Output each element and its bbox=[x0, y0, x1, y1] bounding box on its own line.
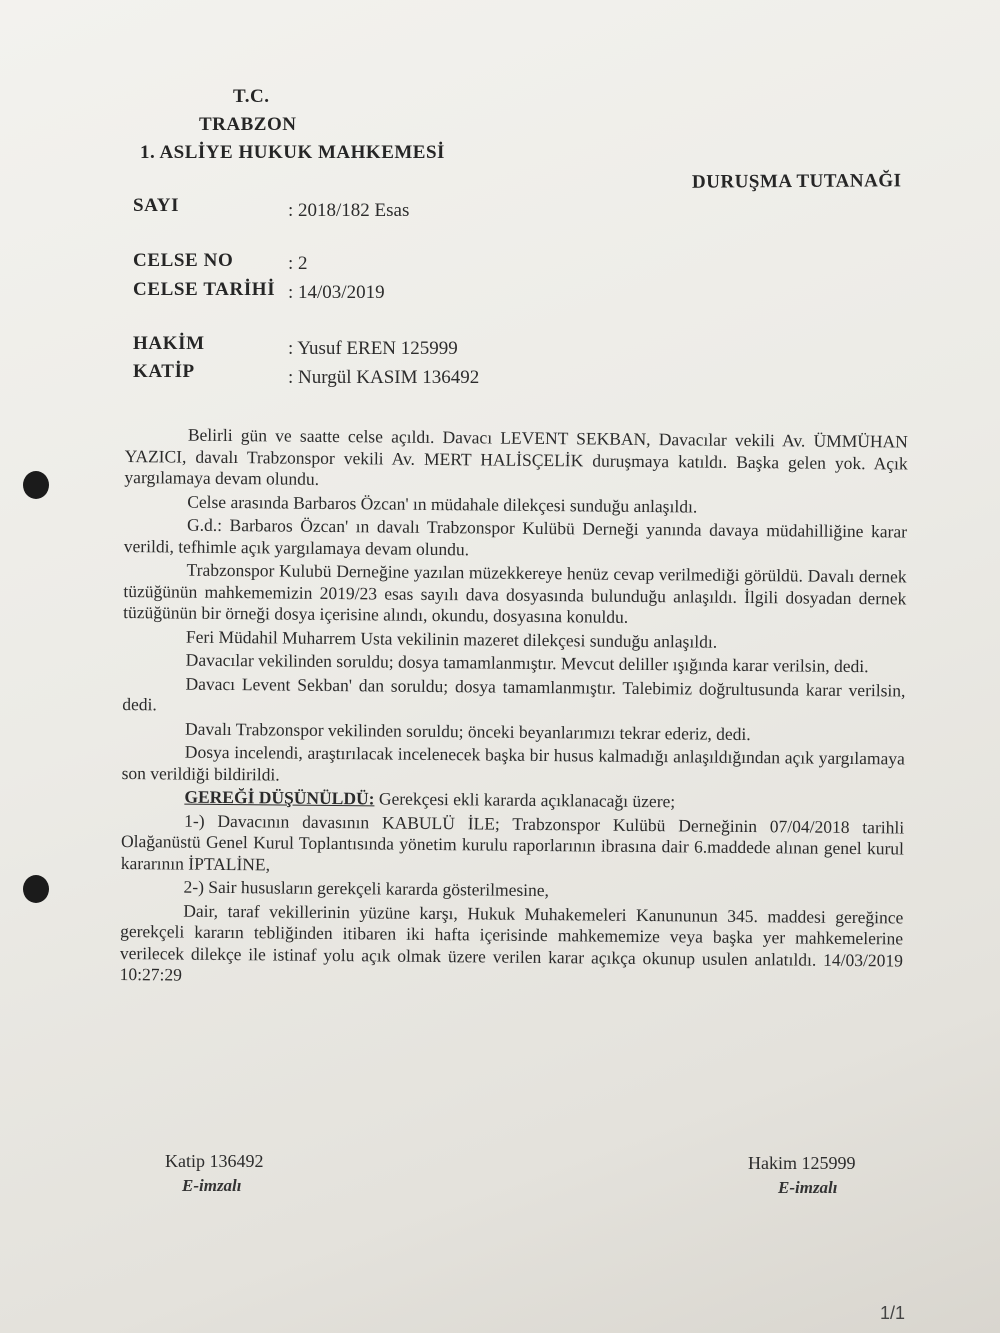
paragraph-association-statute: Trabzonspor Kulubü Derneğine yazılan müzekkereye henüz cevap verilmediği görüldü. Davalı dernek tüzüğünün mahkememizin 2019/23 esas sayılı dava dosyasında bulunduğu anlaşıldı. İlgili dosyadan dernek tüzüğünün bir örneği dosya içerisine alındı, okundu, dosyasına konuldu. bbox=[123, 559, 907, 627]
sayi-label: SAYI bbox=[133, 195, 180, 216]
clerk-e-signed: E-imzalı bbox=[182, 1176, 242, 1195]
hakim-value: : Yusuf EREN 125999 bbox=[288, 338, 458, 359]
header-city: TRABZON bbox=[199, 114, 297, 135]
celse-tarihi-value: : 14/03/2019 bbox=[288, 282, 385, 303]
paragraph-excuse-petition: Feri Müdahil Muharrem Usta vekilinin mazeret dilekçesi sunduğu anlaşıldı. bbox=[185, 626, 718, 652]
judgment-intro: Gerekçesi ekli kararda açıklanacağı üzere; bbox=[374, 788, 676, 812]
hearing-minutes-body bbox=[120, 424, 908, 993]
header-tc: T.C. bbox=[233, 86, 270, 107]
paragraph-closing: Dair, taraf vekillerinin yüzüne karşı, Hukuk Muhakemeleri Kanununun 345. maddesi gereğince gerekçeli kararın tebliğinden itibaren iki hafta içerisinde mahkememize veya başka yer mahkemelerine verilecek dilekçe ile istinaf yolu açık olmak üzere verilen karar açıkça okunup usulen anlatıldı. 14/03/2019 10:27:29 bbox=[119, 900, 904, 985]
judge-signature: Hakim 125999 bbox=[748, 1153, 856, 1173]
hakim-label: HAKİM bbox=[133, 333, 205, 354]
paragraph-judgment-item-2: 2-) Sair hususların gerekçeli kararda gösterilmesine, bbox=[183, 876, 550, 901]
paragraph-opening: Belirli gün ve saatte celse açıldı. Davacı LEVENT SEKBAN, Davacılar vekili Av. ÜMMÜHAN YAZICI, davalı Trabzonspor vekili Av. MERT HALİSÇELİK duruşmaya katıldı. Başka gelen yok. Açık yargılamaya devam olundu. bbox=[124, 424, 908, 489]
clerk-signature: Katip 136492 bbox=[165, 1151, 264, 1171]
paragraph-trial-closed: Dosya incelendi, araştırılacak incelenecek başka bir husus kalmadığı anlaşıldığından açık yargılamaya son verildiği bildirildi. bbox=[121, 741, 905, 784]
paragraph-plaintiffs-counsel: Davacılar vekilinden soruldu; dosya tamamlanmıştır. Mevcut deliller ışığında karar verilsin, dedi. bbox=[185, 649, 869, 677]
paragraph-defendant-counsel: Davalı Trabzonspor vekilinden soruldu; önceki beyanlarımızı tekrar ederiz, dedi. bbox=[184, 718, 751, 744]
katip-value: : Nurgül KASIM 136492 bbox=[288, 367, 480, 388]
paragraph-intervention-petition: Celse arasında Barbaros Özcan' ın müdahale dilekçesi sunduğu anlaşıldı. bbox=[187, 491, 698, 516]
page-number: 1/1 bbox=[880, 1303, 906, 1323]
punch-hole-bottom bbox=[23, 875, 49, 903]
header-court: 1. ASLİYE HUKUK MAHKEMESİ bbox=[140, 142, 445, 163]
paragraph-judgment-item-1: 1-) Davacının davasının KABULÜ İLE; Trabzonspor Kulübü Derneğinin 07/04/2018 tarihli Olağanüstü Genel Kurul Toplantısında yönetim kurulu raporlarının ibrasına dair 6.maddede alınan genel kurul kararının İPTALİNE, bbox=[120, 810, 905, 874]
sayi-value: : 2018/182 Esas bbox=[288, 200, 410, 221]
celse-no-value: : 2 bbox=[288, 253, 308, 274]
punch-hole-top bbox=[23, 471, 49, 499]
paragraph-intervention-decision: G.d.: Barbaros Özcan' ın davalı Trabzonspor Kulübü Derneği yanında davaya müdahilliğine karar verildi, tefhimle açık yargılamaya devam olundu. bbox=[123, 514, 908, 559]
celse-no-label: CELSE NO bbox=[133, 250, 234, 271]
celse-tarihi-label: CELSE TARİHİ bbox=[133, 279, 276, 300]
judgment-label: GEREĞİ DÜŞÜNÜLDÜ: bbox=[184, 786, 375, 809]
paragraph-plaintiff-statement: Davacı Levent Sekban' dan soruldu; dosya tamamlanmıştır. Talebimiz doğrultusunda karar verilsin, dedi. bbox=[122, 673, 906, 715]
katip-label: KATİP bbox=[133, 361, 195, 382]
document-title: DURUŞMA TUTANAĞI bbox=[691, 170, 902, 193]
judge-e-signed: E-imzalı bbox=[778, 1178, 838, 1197]
